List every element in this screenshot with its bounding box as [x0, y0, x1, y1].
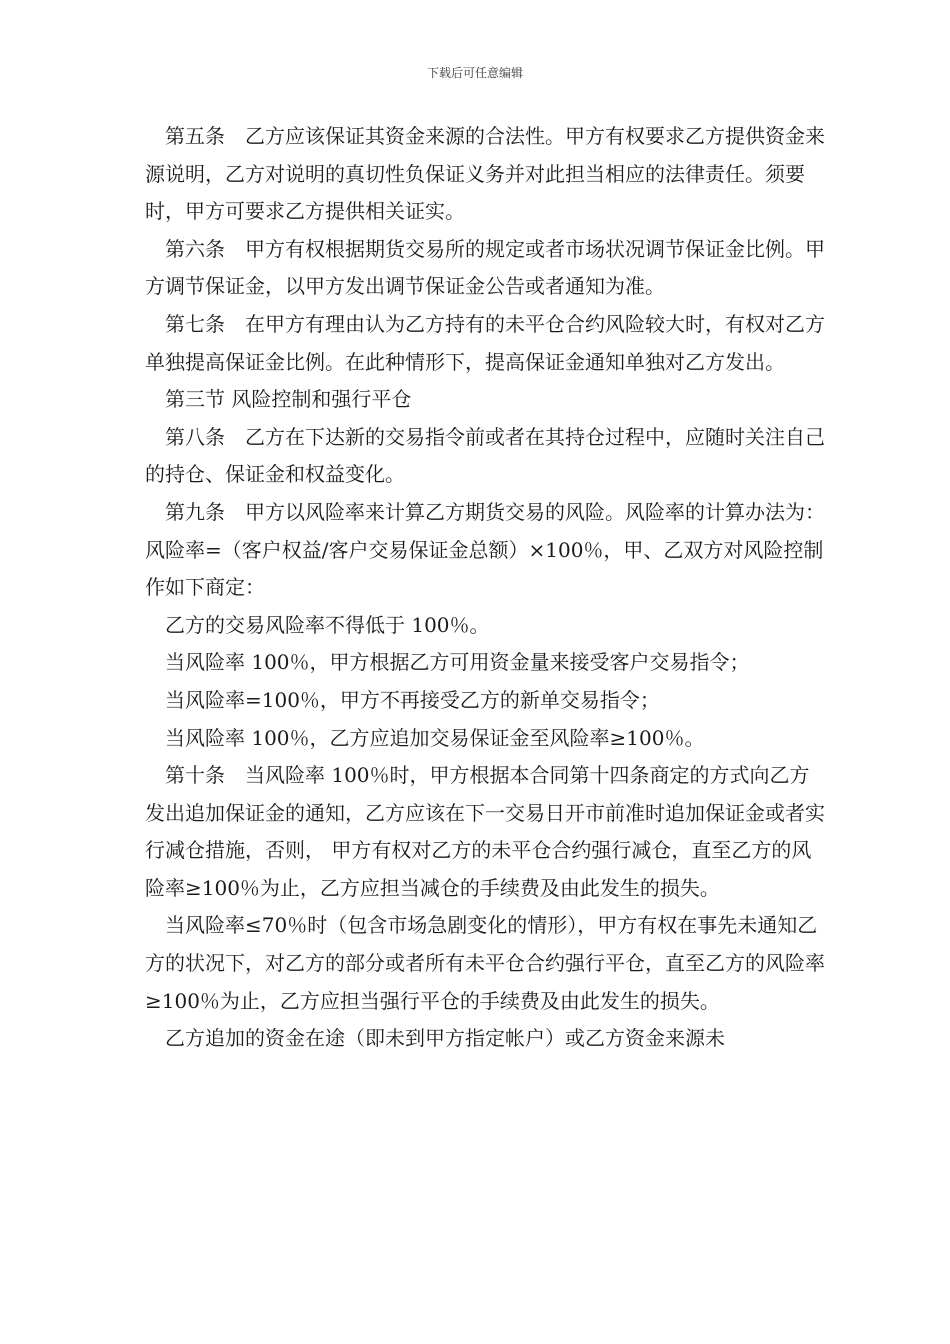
article-6-paragraph: 第六条 甲方有权根据期货交易所的规定或者市场状况调节保证金比例。甲方调节保证金，以甲方发出调节保证金公告或者通知为准。: [145, 236, 825, 299]
page-header: 下载后可任意编辑: [426, 66, 523, 80]
risk-rule-1: 乙方的交易风险率不得低于 100％。: [165, 612, 490, 637]
risk-rule-3: 当风险率=100％，甲方不再接受乙方的新单交易指令；: [165, 687, 660, 712]
article-8-paragraph: 第八条 乙方在下达新的交易指令前或者在其持仓过程中，应随时关注自己的持仓、保证金和权益变化。: [145, 424, 825, 487]
section-3-heading: 第三节 风险控制和强行平仓: [165, 387, 412, 412]
forced-liquidation-paragraph: 当风险率≤70％时（包含市场急剧变化的情形），甲方有权在事先未通知乙方的状况下，对乙方的部分或者所有未平仓合约强行平仓，直至乙方的风险率≥100％为止，乙方应担当强行平仓的手续费及由此发生的损失。: [145, 913, 825, 1013]
article-7-paragraph: 第七条 在甲方有理由认为乙方持有的未平仓合约风险较大时，有权对乙方单独提高保证金比例。在此种情形下，提高保证金通知单独对乙方发出。: [145, 311, 825, 374]
article-10-paragraph: 第十条 当风险率 100％时，甲方根据本合同第十四条商定的方式向乙方发出追加保证金的通知，乙方应该在下一交易日开市前准时追加保证金或者实行减仓措施，否则， 甲方有权对乙方的未平仓合约强行减仓，直至乙方的风险率≥100％为止，乙方应担当减仓的手续费及由此发生的损失。: [145, 763, 825, 900]
article-5-paragraph: 第五条 乙方应该保证其资金来源的合法性。甲方有权要求乙方提供资金来源说明，乙方对说明的真切性负保证义务并对此担当相应的法律责任。须要时，甲方可要求乙方提供相关证实。: [145, 124, 825, 224]
risk-rule-2: 当风险率 100％，甲方根据乙方可用资金量来接受客户交易指令；: [165, 650, 750, 675]
funds-in-transit-paragraph: 乙方追加的资金在途（即未到甲方指定帐户）或乙方资金来源未: [165, 1026, 725, 1051]
document-body: [145, 118, 825, 1058]
risk-rule-4: 当风险率 100％，乙方应追加交易保证金至风险率≥100％。: [165, 725, 705, 750]
article-9-paragraph: 第九条 甲方以风险率来计算乙方期货交易的风险。风险率的计算办法为：风险率=（客户权益/客户交易保证金总额）×100％，甲、乙双方对风险控制作如下商定：: [145, 499, 825, 600]
